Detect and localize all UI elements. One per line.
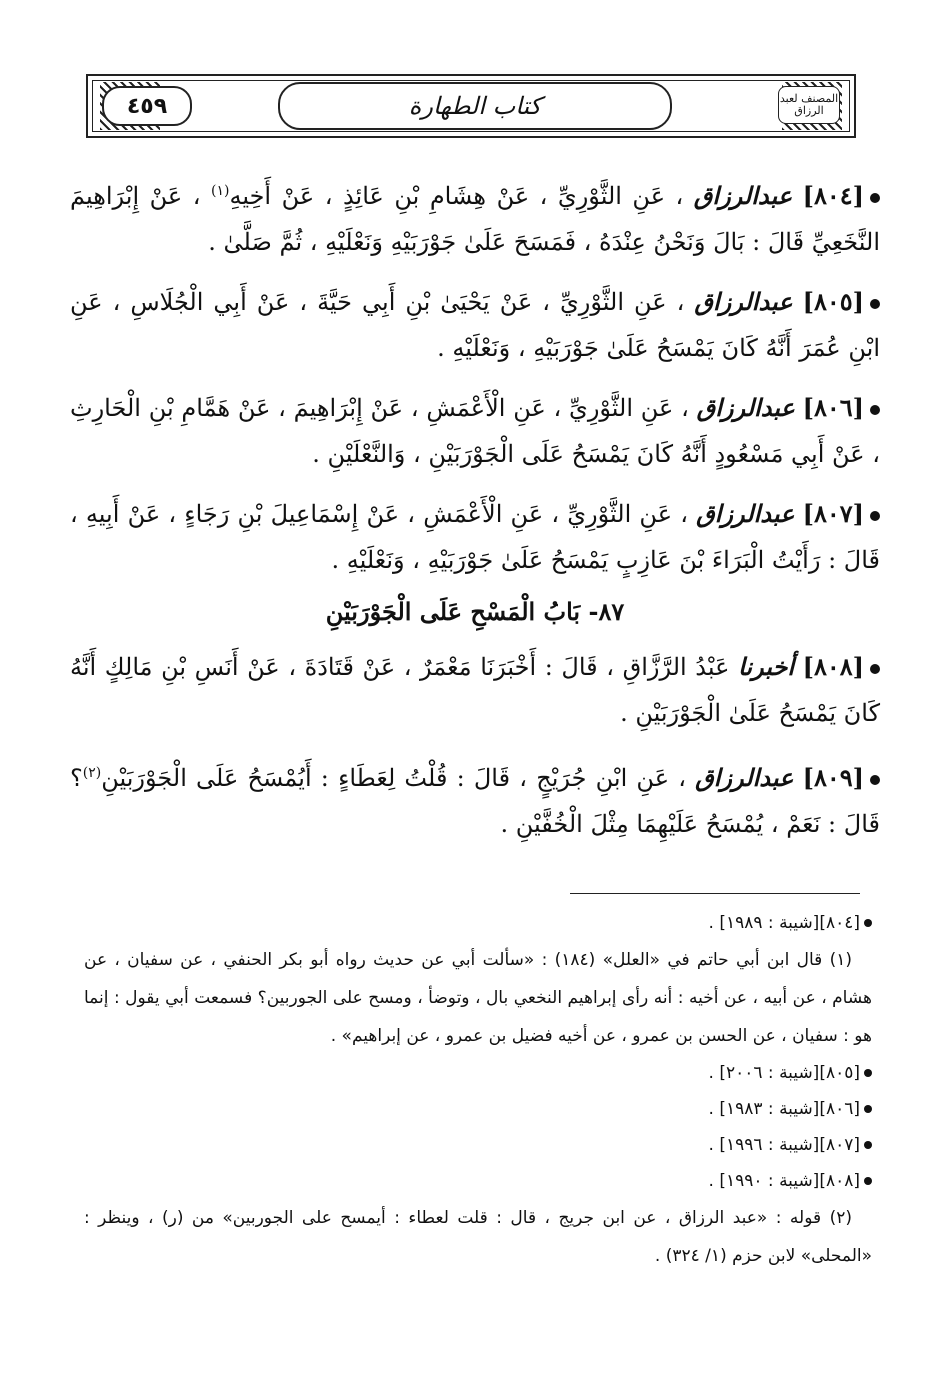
main-text [70,168,880,861]
hadith-text: ، عَنِ الثَّوْرِيِّ ، عَنِ الْأَعْمَشِ ، عَنْ إِبْرَاهِيمَ ، عَنْ هَمَّامِ بْنِ الْحَارِثِ ، عَنْ أَبِي مَسْعُودٍ أَنَّهُ كَانَ يَمْسَحُ عَلَى الْجَوْرَبَيْنِ ، وَالنَّعْلَيْنِ . [70,394,880,468]
hadith-text: ، عَنِ الثَّوْرِيِّ ، عَنْ هِشَامِ بْنِ عَائِذٍ ، عَنْ أَخِيهِ [229,182,684,210]
book-logo: المصنف لعبد الرزاق [778,86,840,124]
footnotes [84,905,872,1275]
bullet-icon [870,405,880,415]
hadith-809 [70,750,880,847]
narrator-name: عبدالرزاق [694,287,793,316]
page-number: ٤٥٩ [102,86,192,126]
hadith-number: [٨٠٥] [802,287,864,316]
footnote-ref-text: [٨٠٧][شيبة : ١٩٩٦] . [708,1135,860,1155]
footnote-ref-807 [84,1127,872,1163]
footnote-ref-808 [84,1163,872,1199]
bullet-icon [870,193,880,203]
narrator-name: عبدالرزاق [696,499,795,528]
footnote-ref-text: [٨٠٨][شيبة : ١٩٩٠] . [708,1171,860,1191]
footnote-ref-text: [٨٠٤][شيبة : ١٩٨٩] . [708,913,860,933]
footnote-ref-806 [84,1091,872,1127]
footnote-mark: (١) [211,183,230,199]
narrator-name: عبدالرزاق [695,763,794,792]
hadith-number: [٨٠٨] [802,652,864,681]
bullet-icon [864,1069,872,1077]
footnote-ref-text: [٨٠٥][شيبة : ٢٠٠٦] . [708,1063,860,1083]
hadith-number: [٨٠٤] [802,181,864,210]
hadith-number: [٨٠٧] [802,499,864,528]
bullet-icon [870,664,880,674]
bullet-icon [870,299,880,309]
narrator-name: عبدالرزاق [696,393,795,422]
hadith-text: عَبْدُ الرَّزَّاقِ ، قَالَ : أَخْبَرَنَا مَعْمَرٌ ، عَنْ قَتَادَةَ ، عَنْ أَنَسِ بْنِ مَالِكٍ أَنَّهُ كَانَ يَمْسَحُ عَلَىٰ الْجَوْرَبَيْنِ . [70,653,880,727]
footnote-ref-805 [84,1055,872,1091]
narrator-name: عبدالرزاق [693,181,793,210]
footnote-1 [84,941,872,1055]
hadith-text: ، عَنِ الثَّوْرِيِّ ، عَنِ الْأَعْمَشِ ، عَنْ إِسْمَاعِيلَ بْنِ رَجَاءٍ ، عَنْ أَبِيهِ ، قَالَ : رَأَيْتُ الْبَرَاءَ بْنَ عَازِبٍ يَمْسَحُ عَلَىٰ جَوْرَبَيْهِ ، وَنَعْلَيْهِ . [70,500,880,574]
bullet-icon [864,919,872,927]
footnote-mark: (٢) [82,765,102,781]
footnote-2 [84,1199,872,1275]
hadith-text-continued: ؟ قَالَ : نَعَمْ ، يُمْسَحُ عَلَيْهِمَا مِثْلَ الْخُفَّيْنِ . [70,764,880,838]
hadith-808 [70,644,880,736]
footnote-separator [570,893,860,894]
hadith-807 [70,491,880,583]
footnote-text: (٢) قوله : «عبد الرزاق ، عن ابن جريج ، قال : قلت لعطاء : أيمسح على الجوربين» من (ر) ، وينظر : «المحلى» لابن حزم (١/ ٣٢٤) . [84,1208,872,1266]
footnote-ref-text: [٨٠٦][شيبة : ١٩٨٣] . [708,1099,860,1119]
hadith-804 [70,168,880,265]
book-title: كتاب الطهارة [278,82,672,130]
chapter-heading: ٨٧- بَابُ الْمَسْحِ عَلَى الْجَوْرَبَيْنِ [325,597,625,626]
bullet-icon [870,511,880,521]
hadith-number: [٨٠٩] [802,763,864,792]
bullet-icon [864,1141,872,1149]
footnote-text: (١) قال ابن أبي حاتم في «العلل» (١٨٤) : «سألت أبي عن حديث رواه أبو بكر الحنفي ، عن سفيان ، عن هشام ، عن أبيه ، عن أخيه : أنه رأى إبراهيم النخعي بال ، وتوضأ ، ومسح على الجوربين؟ فسمعت أبي يقول : إنما هو : سفيان ، عن الحسن بن عمرو ، عن أخيه فضيل بن عمرو ، عن إبراهيم» . [84,950,872,1046]
footnote-ref-804 [84,905,872,941]
hadith-text: ، عَنِ الثَّوْرِيِّ ، عَنْ يَحْيَىٰ بْنِ أَبِي حَيَّةَ ، عَنْ أَبِي الْجُلَاسِ ، عَنِ ابْنِ عُمَرَ أَنَّهُ كَانَ يَمْسَحُ عَلَىٰ جَوْرَبَيْهِ ، وَنَعْلَيْهِ . [70,288,880,362]
narrator-name: أخبرنا [738,652,795,681]
hadith-text-continued: ، عَنْ إِبْرَاهِيمَ النَّخَعِيِّ قَالَ : بَالَ وَنَحْنُ عِنْدَهُ ، فَمَسَحَ عَلَىٰ جَوْرَبَيْهِ وَنَعْلَيْهِ ، ثُمَّ صَلَّىٰ . [70,182,880,256]
hadith-806 [70,385,880,477]
hadith-text: ، عَنِ ابْنِ جُرَيْجٍ ، قَالَ : قُلْتُ لِعَطَاءٍ : أَيُمْسَحُ عَلَى الْجَوْرَبَيْنِ [101,764,686,792]
bullet-icon [864,1105,872,1113]
hadith-805 [70,279,880,371]
bullet-icon [870,775,880,785]
bullet-icon [864,1177,872,1185]
hadith-number: [٨٠٦] [802,393,864,422]
page-header [86,74,856,138]
